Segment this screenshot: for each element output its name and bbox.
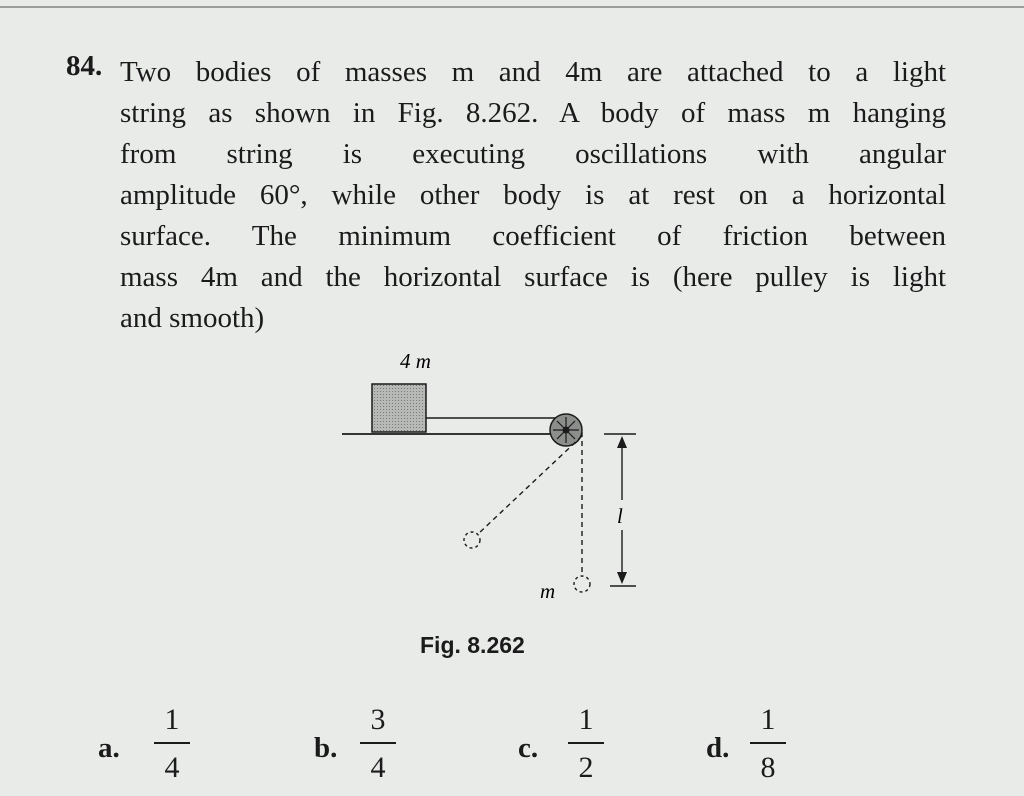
option-fraction	[360, 702, 396, 786]
option-b	[314, 702, 424, 794]
fraction-numerator: 1	[578, 703, 594, 736]
question-line: Two bodies of masses m and 4m are attached to a light	[120, 56, 946, 88]
question-line: mass 4m and the horizontal surface is (here pulley is light	[120, 261, 946, 293]
fraction-denominator: 2	[578, 751, 594, 784]
length-label: l	[617, 504, 623, 528]
bob-mean-position	[574, 576, 590, 592]
inclined-dashed-string	[478, 436, 582, 534]
figure-pulley-system	[320, 340, 660, 630]
bob-displaced	[464, 532, 480, 548]
pulley	[550, 414, 582, 446]
block-4m	[372, 384, 426, 432]
fraction-denominator: 4	[164, 751, 180, 784]
option-a	[98, 702, 208, 794]
option-letter: a.	[98, 732, 120, 764]
fraction-numerator: 1	[760, 703, 776, 736]
question-line: and smooth)	[120, 302, 265, 334]
figure-diagram	[320, 340, 660, 630]
option-fraction	[568, 702, 604, 786]
option-fraction	[750, 702, 786, 786]
block-mass-label: 4 m	[400, 349, 431, 373]
fraction-numerator: 3	[370, 703, 386, 736]
question-line: amplitude 60°, while other body is at rest on a horizontal	[120, 179, 946, 211]
question-number: 84.	[66, 50, 103, 82]
bob-mass-label: m	[540, 579, 556, 603]
fraction-denominator: 8	[760, 751, 776, 784]
fraction-bar	[750, 742, 786, 744]
question-line: surface. The minimum coefficient of friction between	[120, 220, 946, 252]
page-top-rule	[0, 6, 1024, 8]
option-d	[706, 702, 816, 794]
fraction-bar	[568, 742, 604, 744]
option-letter: c.	[518, 732, 539, 764]
question-line: string as shown in Fig. 8.262. A body of mass m hanging	[120, 97, 946, 129]
option-fraction	[154, 702, 190, 786]
fraction-bar	[154, 742, 190, 744]
question-text	[120, 52, 946, 339]
fraction-numerator: 1	[164, 703, 180, 736]
fraction-denominator: 4	[370, 751, 386, 784]
fraction-bar	[360, 742, 396, 744]
option-c	[518, 702, 628, 794]
figure-caption: Fig. 8.262	[420, 632, 525, 658]
option-letter: d.	[706, 732, 730, 764]
question-line: from string is executing oscillations with angular	[120, 138, 946, 170]
option-letter: b.	[314, 732, 338, 764]
